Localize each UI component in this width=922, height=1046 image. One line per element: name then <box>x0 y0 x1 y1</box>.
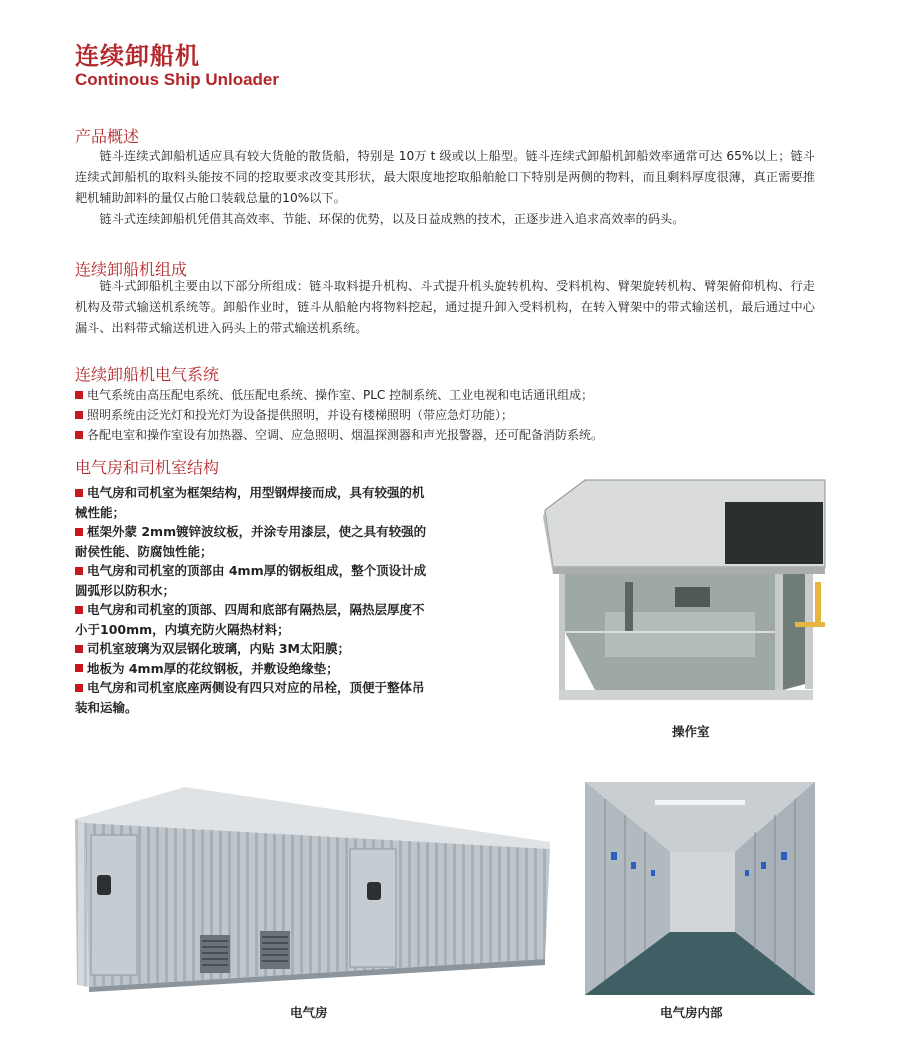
list-item-text: 电气房和司机室的顶部由 4mm厚的钢板组成，整个顶设计成圆弧形以防积水； <box>75 563 427 598</box>
composition-paragraph: 链斗式卸船机主要由以下部分所组成：链斗取料提升机构、斗式提升机头旋转机构、受料机构、臂架旋转机构、臂架俯仰机构、行走机构及带式输送机系统等。卸船作业时，链斗从船舱内将物料挖起，通过提升卸入受料机构，在转入臂架中的带式输送机，最后通过中心漏斗、出料带式输送机进入码头上的带式输送机系统。 <box>75 279 815 335</box>
e-house-photo <box>75 787 550 992</box>
page-title: 连续卸船机 <box>75 42 200 70</box>
bullet-square-icon <box>75 567 83 575</box>
structure-heading: 电气房和司机室结构 <box>75 458 220 477</box>
list-item-text: 框架外蒙 2mm镀锌波纹板，并涂专用漆层，使之具有较强的耐侯性能、防腐蚀性能； <box>75 524 427 559</box>
bullet-square-icon <box>75 664 83 672</box>
overview-paragraph-1: 链斗连续式卸船机适应具有较大货舱的散货船，特别是 10万 t 级或以上船型。链斗连续式卸船机卸船效率通常可达 65%以上；链斗连续式卸船机的取料头能按不同的挖取要求改变其形状，最大限度地挖取船舶舱口下特别是两侧的物料，而且剩料厚度很薄，真正需要推耙机辅助卸料的量仅占舱口装载总量的10%以下。 <box>75 149 815 205</box>
operator-cab-caption: 操作室 <box>672 724 710 739</box>
list-item-text: 电气系统由高压配电系统、低压配电系统、操作室、PLC 控制系统、工业电视和电话通讯组成； <box>87 388 594 402</box>
structure-list <box>75 483 435 717</box>
list-item <box>75 385 820 405</box>
e-house-illustration <box>75 787 550 992</box>
overview-paragraph-2: 链斗式连续卸船机凭借其高效率、节能、环保的优势，以及日益成熟的技术，正逐步进入追求高效率的码头。 <box>99 212 685 226</box>
bullet-square-icon <box>75 606 83 614</box>
page-subtitle: Continous Ship Unloader <box>75 70 279 89</box>
list-item-text: 电气房和司机室为框架结构，用型钢焊接而成，具有较强的机械性能； <box>75 485 425 520</box>
list-item <box>75 405 820 425</box>
list-item <box>75 639 435 659</box>
bullet-square-icon <box>75 489 83 497</box>
bullet-square-icon <box>75 684 83 692</box>
e-house-caption: 电气房 <box>290 1005 328 1020</box>
electrical-list <box>75 385 820 445</box>
list-item-text: 电气房和司机室底座两侧设有四只对应的吊栓，顶便于整体吊装和运输。 <box>75 680 425 715</box>
bullet-square-icon <box>75 391 83 399</box>
list-item-text: 司机室玻璃为双层钢化玻璃，内贴 3M太阳膜； <box>87 641 350 656</box>
e-house-interior-illustration <box>585 782 815 995</box>
list-item <box>75 522 435 561</box>
bullet-square-icon <box>75 431 83 439</box>
composition-text <box>75 276 815 339</box>
operator-cab-illustration <box>535 462 835 712</box>
bullet-square-icon <box>75 411 83 419</box>
operator-cab-photo <box>535 462 835 712</box>
e-house-interior-caption: 电气房内部 <box>660 1005 723 1020</box>
composition-heading: 连续卸船机组成 <box>75 260 188 279</box>
list-item-text: 地板为 4mm厚的花纹钢板，并敷设绝缘垫； <box>87 660 339 676</box>
overview-text <box>75 146 815 230</box>
list-item <box>75 659 435 679</box>
list-item <box>75 561 435 600</box>
list-item <box>75 425 820 445</box>
overview-heading: 产品概述 <box>75 127 140 146</box>
e-house-interior-photo <box>585 782 815 995</box>
list-item-text: 照明系统由泛光灯和投光灯为设备提供照明，并设有楼梯照明（带应急灯功能）； <box>87 408 514 422</box>
electrical-heading: 连续卸船机电气系统 <box>75 365 220 384</box>
list-item <box>75 600 435 639</box>
list-item-text: 各配电室和操作室设有加热器、空调、应急照明、烟温探测器和声光报警器，还可配备消防系统。 <box>87 428 604 442</box>
list-item-text: 电气房和司机室的顶部、四周和底部有隔热层，隔热层厚度不小于100mm，内填充防火隔热材料； <box>75 602 425 637</box>
bullet-square-icon <box>75 645 83 653</box>
list-item <box>75 678 435 717</box>
bullet-square-icon <box>75 528 83 536</box>
list-item <box>75 483 435 522</box>
